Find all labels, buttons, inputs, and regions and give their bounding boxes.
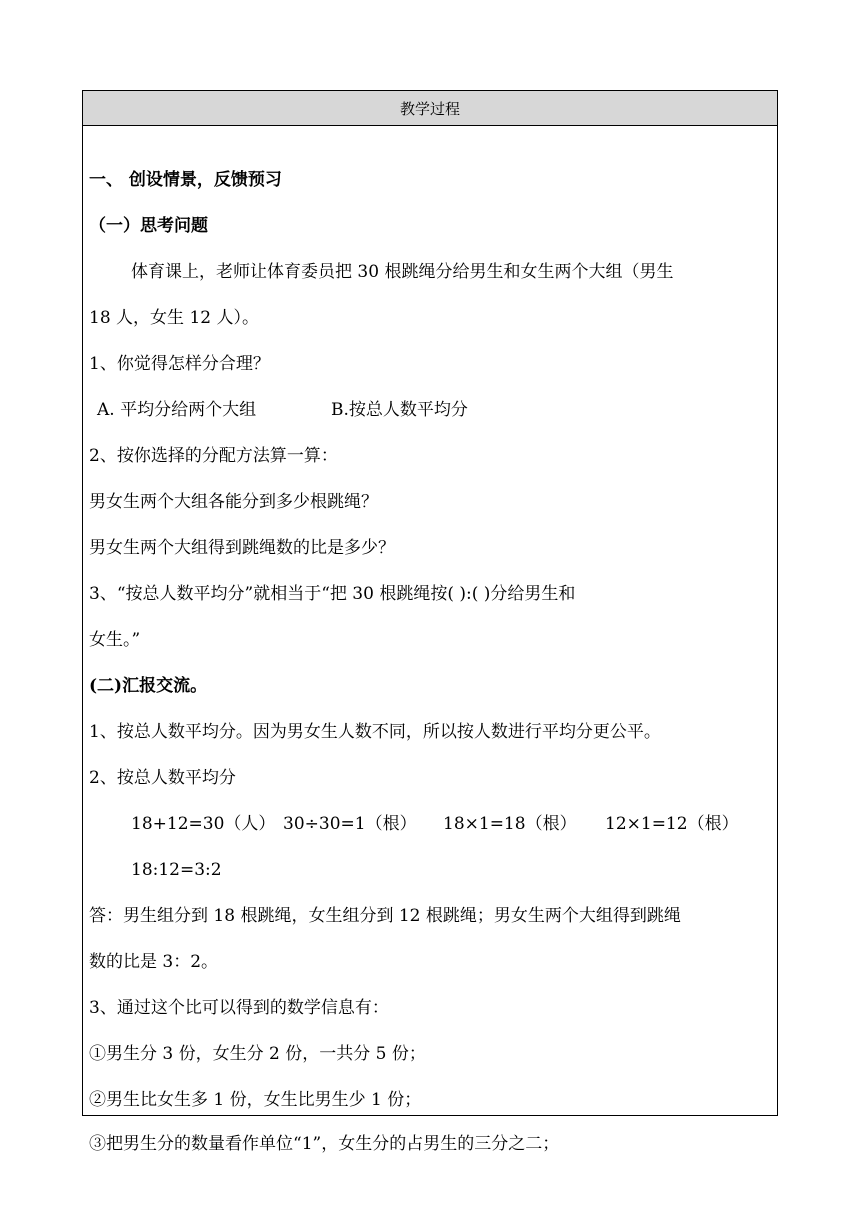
- table-header: [83, 91, 777, 126]
- calc-total: 18+12=30（人）: [131, 814, 276, 834]
- option-a: A. 平均分给两个大组: [97, 400, 257, 420]
- question-2: 2、按你选择的分配方法算一算：: [89, 446, 338, 466]
- question-2-part-1: 男女生两个大组各能分到多少根跳绳？: [89, 492, 378, 512]
- calc-girls: 12×1=12（根）: [605, 814, 739, 834]
- question-3-line-2: 女生。”: [89, 630, 141, 650]
- header-title: 教学过程: [399, 99, 460, 118]
- info-3: ③把男生分的数量看作单位“1”，女生分的占男生的三分之二；: [89, 1134, 560, 1154]
- question-1: 1、你觉得怎样分合理？: [89, 354, 270, 374]
- report-1: 1、按总人数平均分。因为男女生人数不同，所以按人数进行平均分更公平。: [89, 722, 661, 742]
- question-3-line-1: 3、“按总人数平均分”就相当于“把 30 根跳绳按( ):( )分给男生和: [89, 584, 576, 604]
- calc-ratio: 18:12=3:2: [131, 860, 222, 880]
- info-1: ①男生分 3 份，女生分 2 份，一共分 5 份；: [89, 1044, 426, 1064]
- report-3: 3、通过这个比可以得到的数学信息有：: [89, 998, 389, 1018]
- answer-line-1: 答：男生组分到 18 根跳绳，女生组分到 12 根跳绳；男女生两个大组得到跳绳: [89, 906, 681, 926]
- calc-per-person: 30÷30=1（根）: [283, 814, 417, 834]
- subsection-heading-1: （一）思考问题: [89, 216, 208, 236]
- lesson-table: [82, 90, 778, 1154]
- info-2: ②男生比女生多 1 份，女生比男生少 1 份；: [89, 1090, 422, 1110]
- problem-text-line-2: 18 人，女生 12 人）。: [89, 308, 259, 328]
- question-2-part-2: 男女生两个大组得到跳绳数的比是多少？: [89, 538, 395, 558]
- answer-line-2: 数的比是 3：2。: [89, 952, 219, 972]
- option-b: B.按总人数平均分: [331, 400, 468, 420]
- subsection-heading-2: (二)汇报交流。: [89, 676, 208, 696]
- calc-boys: 18×1=18（根）: [443, 814, 577, 834]
- problem-text-line-1: 体育课上，老师让体育委员把 30 根跳绳分给男生和女生两个大组（男生: [131, 262, 674, 282]
- section-heading-1: 一、 创设情景，反馈预习: [89, 170, 282, 190]
- report-2: 2、按总人数平均分: [89, 768, 236, 788]
